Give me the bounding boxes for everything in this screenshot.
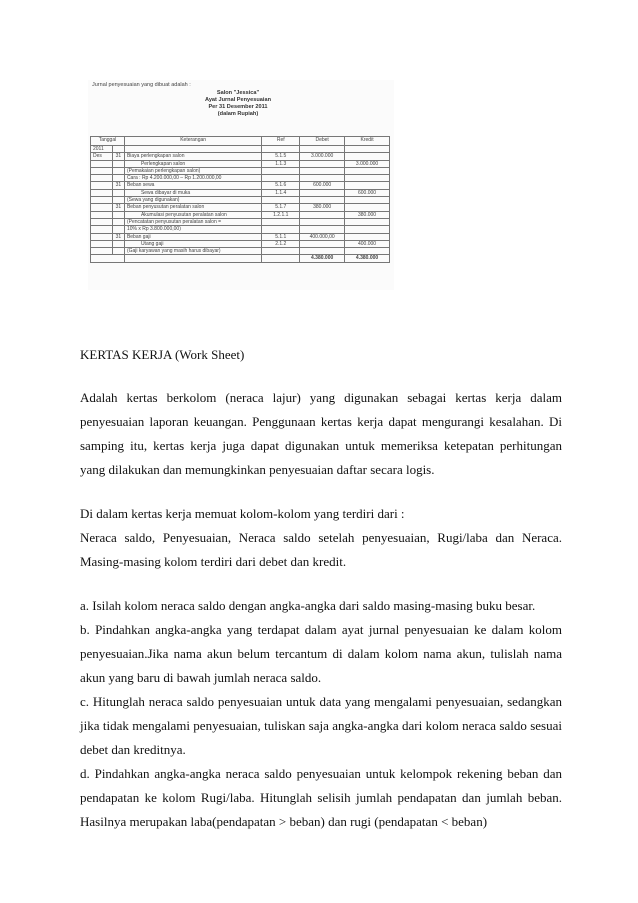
row-day	[112, 160, 124, 167]
row-date	[91, 204, 113, 211]
row-kredit: 400.000	[345, 240, 390, 247]
journal-header	[178, 90, 298, 118]
row-debet	[300, 218, 345, 225]
row-day: 31	[112, 182, 124, 189]
row-date: 2011	[91, 146, 113, 153]
journal-row	[91, 197, 390, 204]
row-debet: 400.000,00	[300, 233, 345, 240]
row-description-text: Beban sewa	[126, 182, 155, 189]
row-description-text: (Pencatatan penyusutan peralatan salon =	[126, 218, 222, 225]
row-ref	[262, 175, 300, 182]
row-day: 31	[112, 153, 124, 160]
row-date	[91, 226, 113, 233]
col-tanggal: Tanggal	[91, 137, 125, 146]
row-debet	[300, 189, 345, 196]
total-debet: 4.380.000	[300, 255, 345, 262]
row-description	[124, 240, 261, 247]
step-b: b. Pindahkan angka-angka yang terdapat dalam ayat jurnal penyesuaian ke dalam kolom penyesuaian.Jika nama akun belum tercantum di dalam kolom nama akun, tulislah nama akun yang baru di bawah jumlah neraca saldo.	[80, 622, 562, 685]
step-a: a. Isilah kolom neraca saldo dengan angka-angka dari saldo masing-masing buku besar.	[80, 598, 536, 613]
journal-row	[91, 226, 390, 233]
journal-table	[90, 136, 390, 263]
row-description-text: (Pemakaian perlengkapan salon)	[126, 167, 201, 174]
row-day	[112, 211, 124, 218]
total-kredit: 4.380.000	[345, 255, 390, 262]
row-description-text: (Sewa yang digunakan)	[126, 197, 180, 204]
row-ref	[262, 197, 300, 204]
row-description-text: (Gaji karyawan yang masih harus dibayar)	[126, 248, 221, 255]
col-kredit: Kredit	[345, 137, 390, 146]
journal-row	[91, 211, 390, 218]
row-debet	[300, 248, 345, 255]
row-debet	[300, 146, 345, 153]
paragraph-definition: Adalah kertas berkolom (neraca lajur) yang digunakan sebagai kertas kerja dalam penyesuaian laporan keuangan. Penggunaan kertas kerja dapat mengurangi kesalahan. Di samping itu, kertas kerja juga dapat digunakan untuk memeriksa ketepatan perhitungan yang dilakukan dan memungkinkan penyesuaian daftar secara logis.	[80, 390, 562, 477]
row-date	[91, 197, 113, 204]
row-description-text: Beban gaji	[126, 233, 151, 240]
row-day	[112, 218, 124, 225]
row-kredit	[345, 248, 390, 255]
row-date	[91, 233, 113, 240]
journal-row	[91, 153, 390, 160]
row-description	[124, 167, 261, 174]
row-date	[91, 218, 113, 225]
row-debet	[300, 197, 345, 204]
row-kredit	[345, 233, 390, 240]
row-ref: 5.1.6	[262, 182, 300, 189]
step-c: c. Hitunglah neraca saldo penyesuaian untuk data yang mengalami penyesuaian, sedangkan jika tidak mengalami penyesuaian, tuliskan saja angka-angka dari kolom neraca saldo sesuai debet dan kreditnya.	[80, 694, 562, 757]
row-description	[124, 160, 261, 167]
row-day	[112, 167, 124, 174]
row-description-text: Biaya perlengkapan salon	[126, 153, 185, 160]
row-description-text: Sewa dibayar di muka	[140, 189, 191, 196]
row-description	[124, 189, 261, 196]
col-keterangan: Keterangan	[124, 137, 261, 146]
row-debet	[300, 240, 345, 247]
row-day	[112, 189, 124, 196]
row-kredit	[345, 204, 390, 211]
row-kredit: 3.000.000	[345, 160, 390, 167]
row-kredit: 600.000	[345, 189, 390, 196]
section-heading: KERTAS KERJA (Work Sheet)	[80, 347, 245, 362]
row-debet: 600.000	[300, 182, 345, 189]
row-debet	[300, 175, 345, 182]
row-description	[124, 233, 261, 240]
journal-row	[91, 182, 390, 189]
row-description	[124, 211, 261, 218]
row-debet: 380.000	[300, 204, 345, 211]
journal-row	[91, 240, 390, 247]
row-ref	[262, 218, 300, 225]
row-description	[124, 204, 261, 211]
row-description-text: Beban penyusutan peralatan salon	[126, 204, 205, 211]
row-kredit	[345, 153, 390, 160]
row-ref: 1.2.1.1	[262, 211, 300, 218]
row-description-text: 10% x Rp 3.800.000,00)	[126, 226, 181, 233]
row-date: Des	[91, 153, 113, 160]
row-date	[91, 240, 113, 247]
row-ref: 1.1.4	[262, 189, 300, 196]
row-day	[112, 240, 124, 247]
row-kredit	[345, 182, 390, 189]
row-ref: 5.1.1	[262, 233, 300, 240]
col-ref: Ref	[262, 137, 300, 146]
journal-row	[91, 248, 390, 255]
row-date	[91, 182, 113, 189]
row-day	[112, 146, 124, 153]
row-ref	[262, 226, 300, 233]
row-description-text: Cara : Rp 4.200.000,00 – Rp 1.200.000,00	[126, 175, 222, 182]
journal-row	[91, 233, 390, 240]
row-date	[91, 211, 113, 218]
row-day	[112, 248, 124, 255]
journal-row	[91, 175, 390, 182]
row-date	[91, 167, 113, 174]
row-description	[124, 146, 261, 153]
document-body	[80, 344, 562, 834]
row-date	[91, 248, 113, 255]
row-day	[112, 197, 124, 204]
row-day	[112, 226, 124, 233]
row-kredit	[345, 167, 390, 174]
row-kredit: 380.000	[345, 211, 390, 218]
row-description-text: Perlengkapan salon	[140, 160, 186, 167]
row-kredit	[345, 146, 390, 153]
row-day: 31	[112, 204, 124, 211]
row-ref	[262, 248, 300, 255]
row-description-text: Utang gaji	[140, 240, 164, 247]
journal-row	[91, 218, 390, 225]
row-ref	[262, 167, 300, 174]
row-date	[91, 160, 113, 167]
col-debet: Debet	[300, 137, 345, 146]
journal-row	[91, 146, 390, 153]
paragraph-columns-intro: Di dalam kertas kerja memuat kolom-kolom yang terdiri dari :	[80, 506, 405, 521]
row-kredit	[345, 197, 390, 204]
row-date	[91, 189, 113, 196]
row-day: 31	[112, 233, 124, 240]
row-description	[124, 153, 261, 160]
journal-scan-image	[88, 80, 394, 290]
row-ref: 5.1.5	[262, 153, 300, 160]
row-kredit	[345, 218, 390, 225]
journal-header-row	[91, 137, 390, 146]
row-kredit	[345, 175, 390, 182]
row-ref: 5.1.7	[262, 204, 300, 211]
journal-unit: (dalam Rupiah)	[217, 111, 259, 117]
row-description	[124, 218, 261, 225]
row-ref: 1.1.3	[262, 160, 300, 167]
row-description	[124, 175, 261, 182]
row-day	[112, 175, 124, 182]
journal-row	[91, 167, 390, 174]
journal-row	[91, 204, 390, 211]
row-description	[124, 197, 261, 204]
row-description-text: Akumulasi penyusutan peralatan salon	[140, 211, 227, 218]
row-date	[91, 175, 113, 182]
journal-total-row	[91, 255, 390, 262]
row-ref: 2.1.2	[262, 240, 300, 247]
row-debet	[300, 167, 345, 174]
row-ref	[262, 146, 300, 153]
row-debet: 3.000.000	[300, 153, 345, 160]
journal-intro: Jurnal penyesuaian yang dibuat adalah :	[92, 82, 191, 88]
row-kredit	[345, 226, 390, 233]
journal-row	[91, 160, 390, 167]
journal-company: Salon "Jessica"	[216, 90, 260, 96]
row-description	[124, 248, 261, 255]
journal-title: Ayat Jurnal Penyesuaian	[204, 97, 271, 103]
step-d: d. Pindahkan angka-angka neraca saldo penyesuaian untuk kelompok rekening beban dan pendapatan ke kolom Rugi/laba. Hitunglah selisih jumlah pendapatan dan jumlah beban. Hasilnya merupakan laba(pendapatan > beban) dan rugi (pendapatan < beban)	[80, 766, 562, 829]
journal-date: Per 31 Desember 2011	[208, 104, 268, 110]
paragraph-columns-list: Neraca saldo, Penyesuaian, Neraca saldo setelah penyesuaian, Rugi/laba dan Neraca. Masing-masing kolom terdiri dari debet dan kredit.	[80, 530, 562, 569]
row-debet	[300, 211, 345, 218]
journal-row	[91, 189, 390, 196]
row-debet	[300, 160, 345, 167]
row-description	[124, 226, 261, 233]
row-debet	[300, 226, 345, 233]
row-description	[124, 182, 261, 189]
